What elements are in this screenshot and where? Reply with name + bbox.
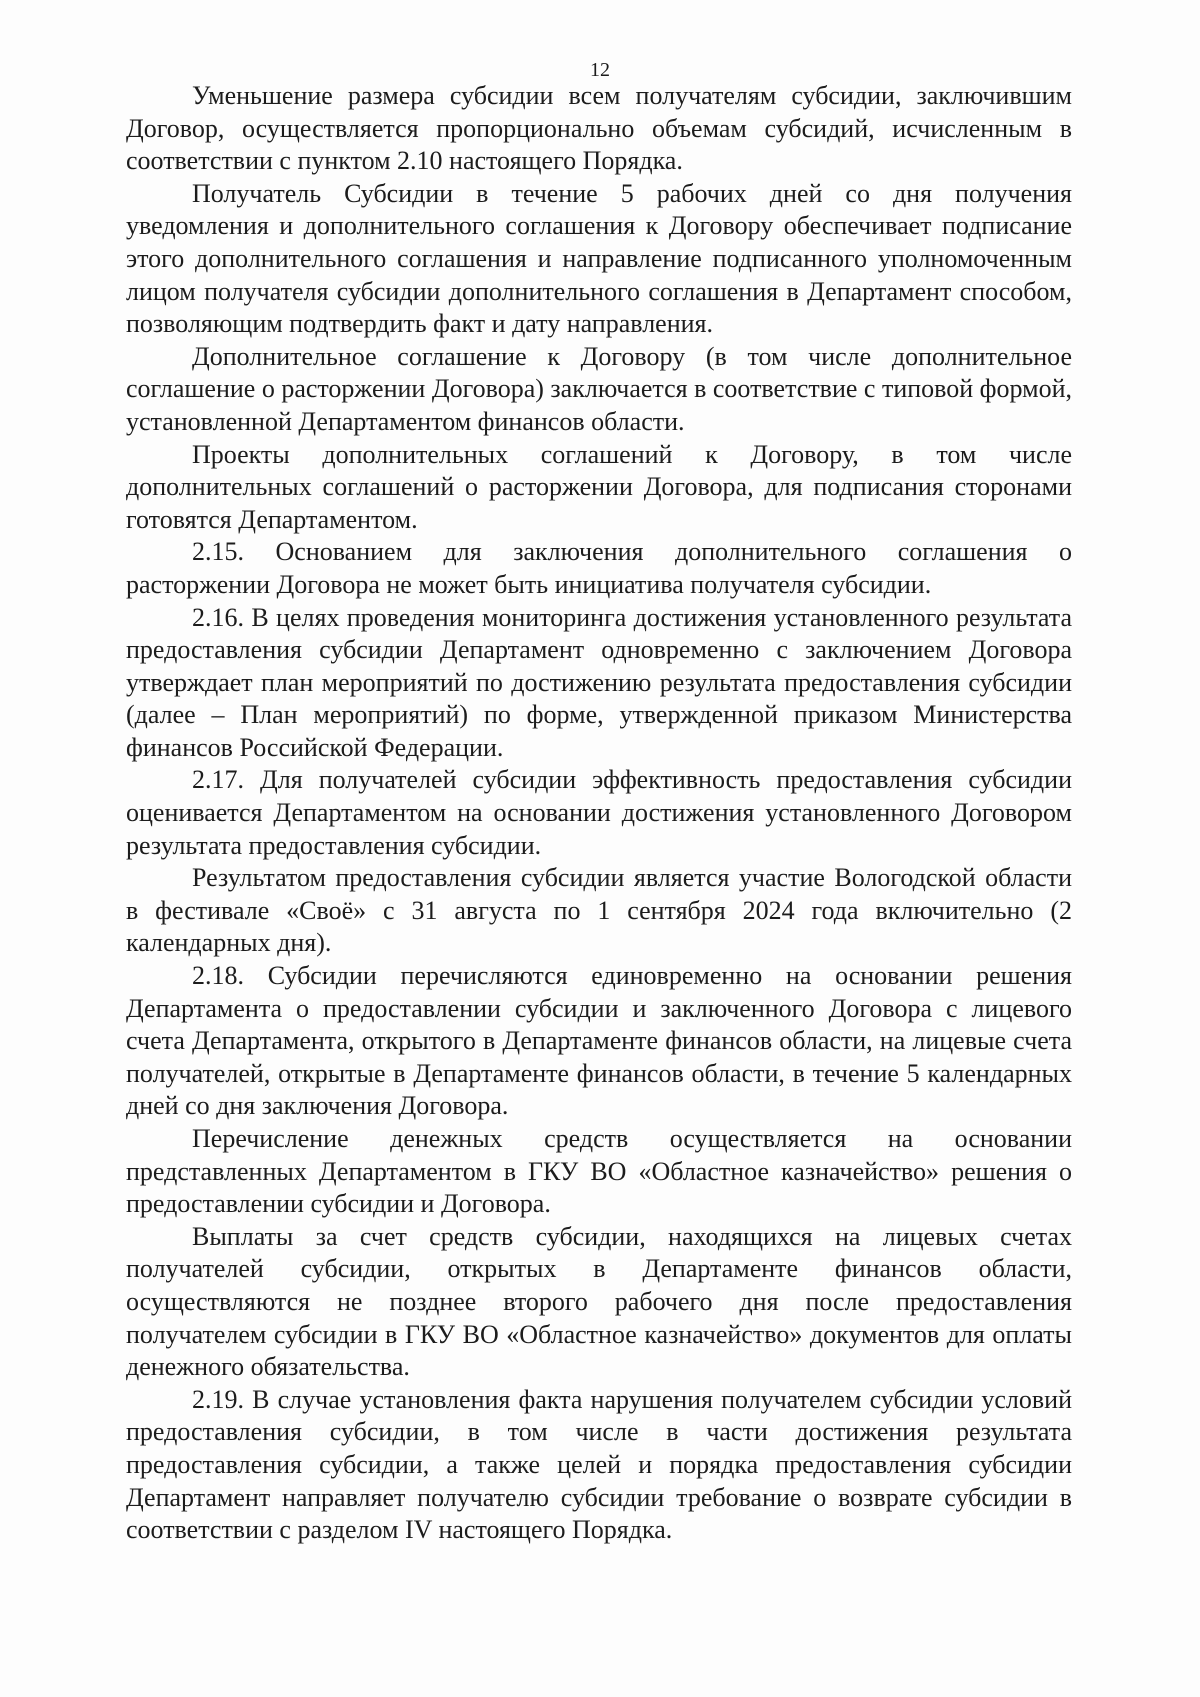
paragraph-draft-agreements: Проекты дополнительных соглашений к Договору, в том числе дополнительных соглашений о расторжении Договора, для подписания сторонами готовятся Департаментом. <box>126 439 1072 534</box>
paragraph-clause-2-17: 2.17. Для получателей субсидии эффективность предоставления субсидии оценивается Департаментом на основании достижения установленного Договором результата предоставления субсидии. <box>126 765 1072 860</box>
paragraph-additional-agreement-form: Дополнительное соглашение к Договору (в том числе дополнительное соглашение о расторжении Договора) заключается в соответствие с типовой формой, установленной Департаментом финансов области. <box>126 341 1072 436</box>
paragraph-clause-2-19: 2.19. В случае установления факта нарушения получателем субсидии условий предоставления субсидии, в том числе в части достижения результата предоставления субсидии, а также целей и порядка предоставления субсидии Департамент направляет получателю субсидии требование о возврате субсидии в соответствии с разделом IV настоящего Порядка. <box>126 1384 1072 1545</box>
paragraph-clause-2-16: 2.16. В целях проведения мониторинга достижения установленного результата предоставления субсидии Департамент одновременно с заключением Договора утверждает план мероприятий по достижению результата предоставления субсидии (далее – План мероприятий) по форме, утвержденной приказом Министерства финансов Российской Федерации. <box>126 602 1072 762</box>
paragraph-clause-2-15: 2.15. Основанием для заключения дополнительного соглашения о расторжении Договора не может быть инициатива получателя субсидии. <box>126 537 1072 599</box>
paragraph-clause-2-18: 2.18. Субсидии перечисляются единовременно на основании решения Департамента о предоставлении субсидии и заключенного Договора с лицевого счета Департамента, открытого в Департаменте финансов области, на лицевые счета получателей, открытые в Департаменте финансов области, в течение 5 календарных дней со дня заключения Договора. <box>126 961 1072 1121</box>
page-number: 12 <box>590 59 610 81</box>
paragraph-funds-transfer: Перечисление денежных средств осуществляется на основании представленных Департаментом в ГКУ ВО «Областное казначейство» решения о предоставлении субсидии и Договора. <box>126 1124 1072 1219</box>
paragraph-recipient-signing: Получатель Субсидии в течение 5 рабочих дней со дня получения уведомления и дополнительного соглашения к Договору обеспечивает подписание этого дополнительного соглашения и направление подписанного уполномоченным лицом получателя субсидии дополнительного соглашения в Департамент способом, позволяющим подтвердить факт и дату направления. <box>126 178 1072 339</box>
document-body <box>126 80 1072 1547</box>
paragraph-subsidy-reduction: Уменьшение размера субсидии всем получателям субсидии, заключившим Договор, осуществляется пропорционально объемам субсидий, исчисленным в соответствии с пунктом 2.10 настоящего Порядка. <box>126 81 1072 176</box>
paragraph-payments: Выплаты за счет средств субсидии, находящихся на лицевых счетах получателей субсидии, открытых в Департаменте финансов области, осуществляются не позднее второго рабочего дня после предоставления получателем субсидии в ГКУ ВО «Областное казначейство» документов для оплаты денежного обязательства. <box>126 1221 1072 1382</box>
paragraph-subsidy-result: Результатом предоставления субсидии является участие Вологодской области в фестивале «Своё» с 31 августа по 1 сентября 2024 года включительно (2 календарных дня). <box>126 863 1072 958</box>
